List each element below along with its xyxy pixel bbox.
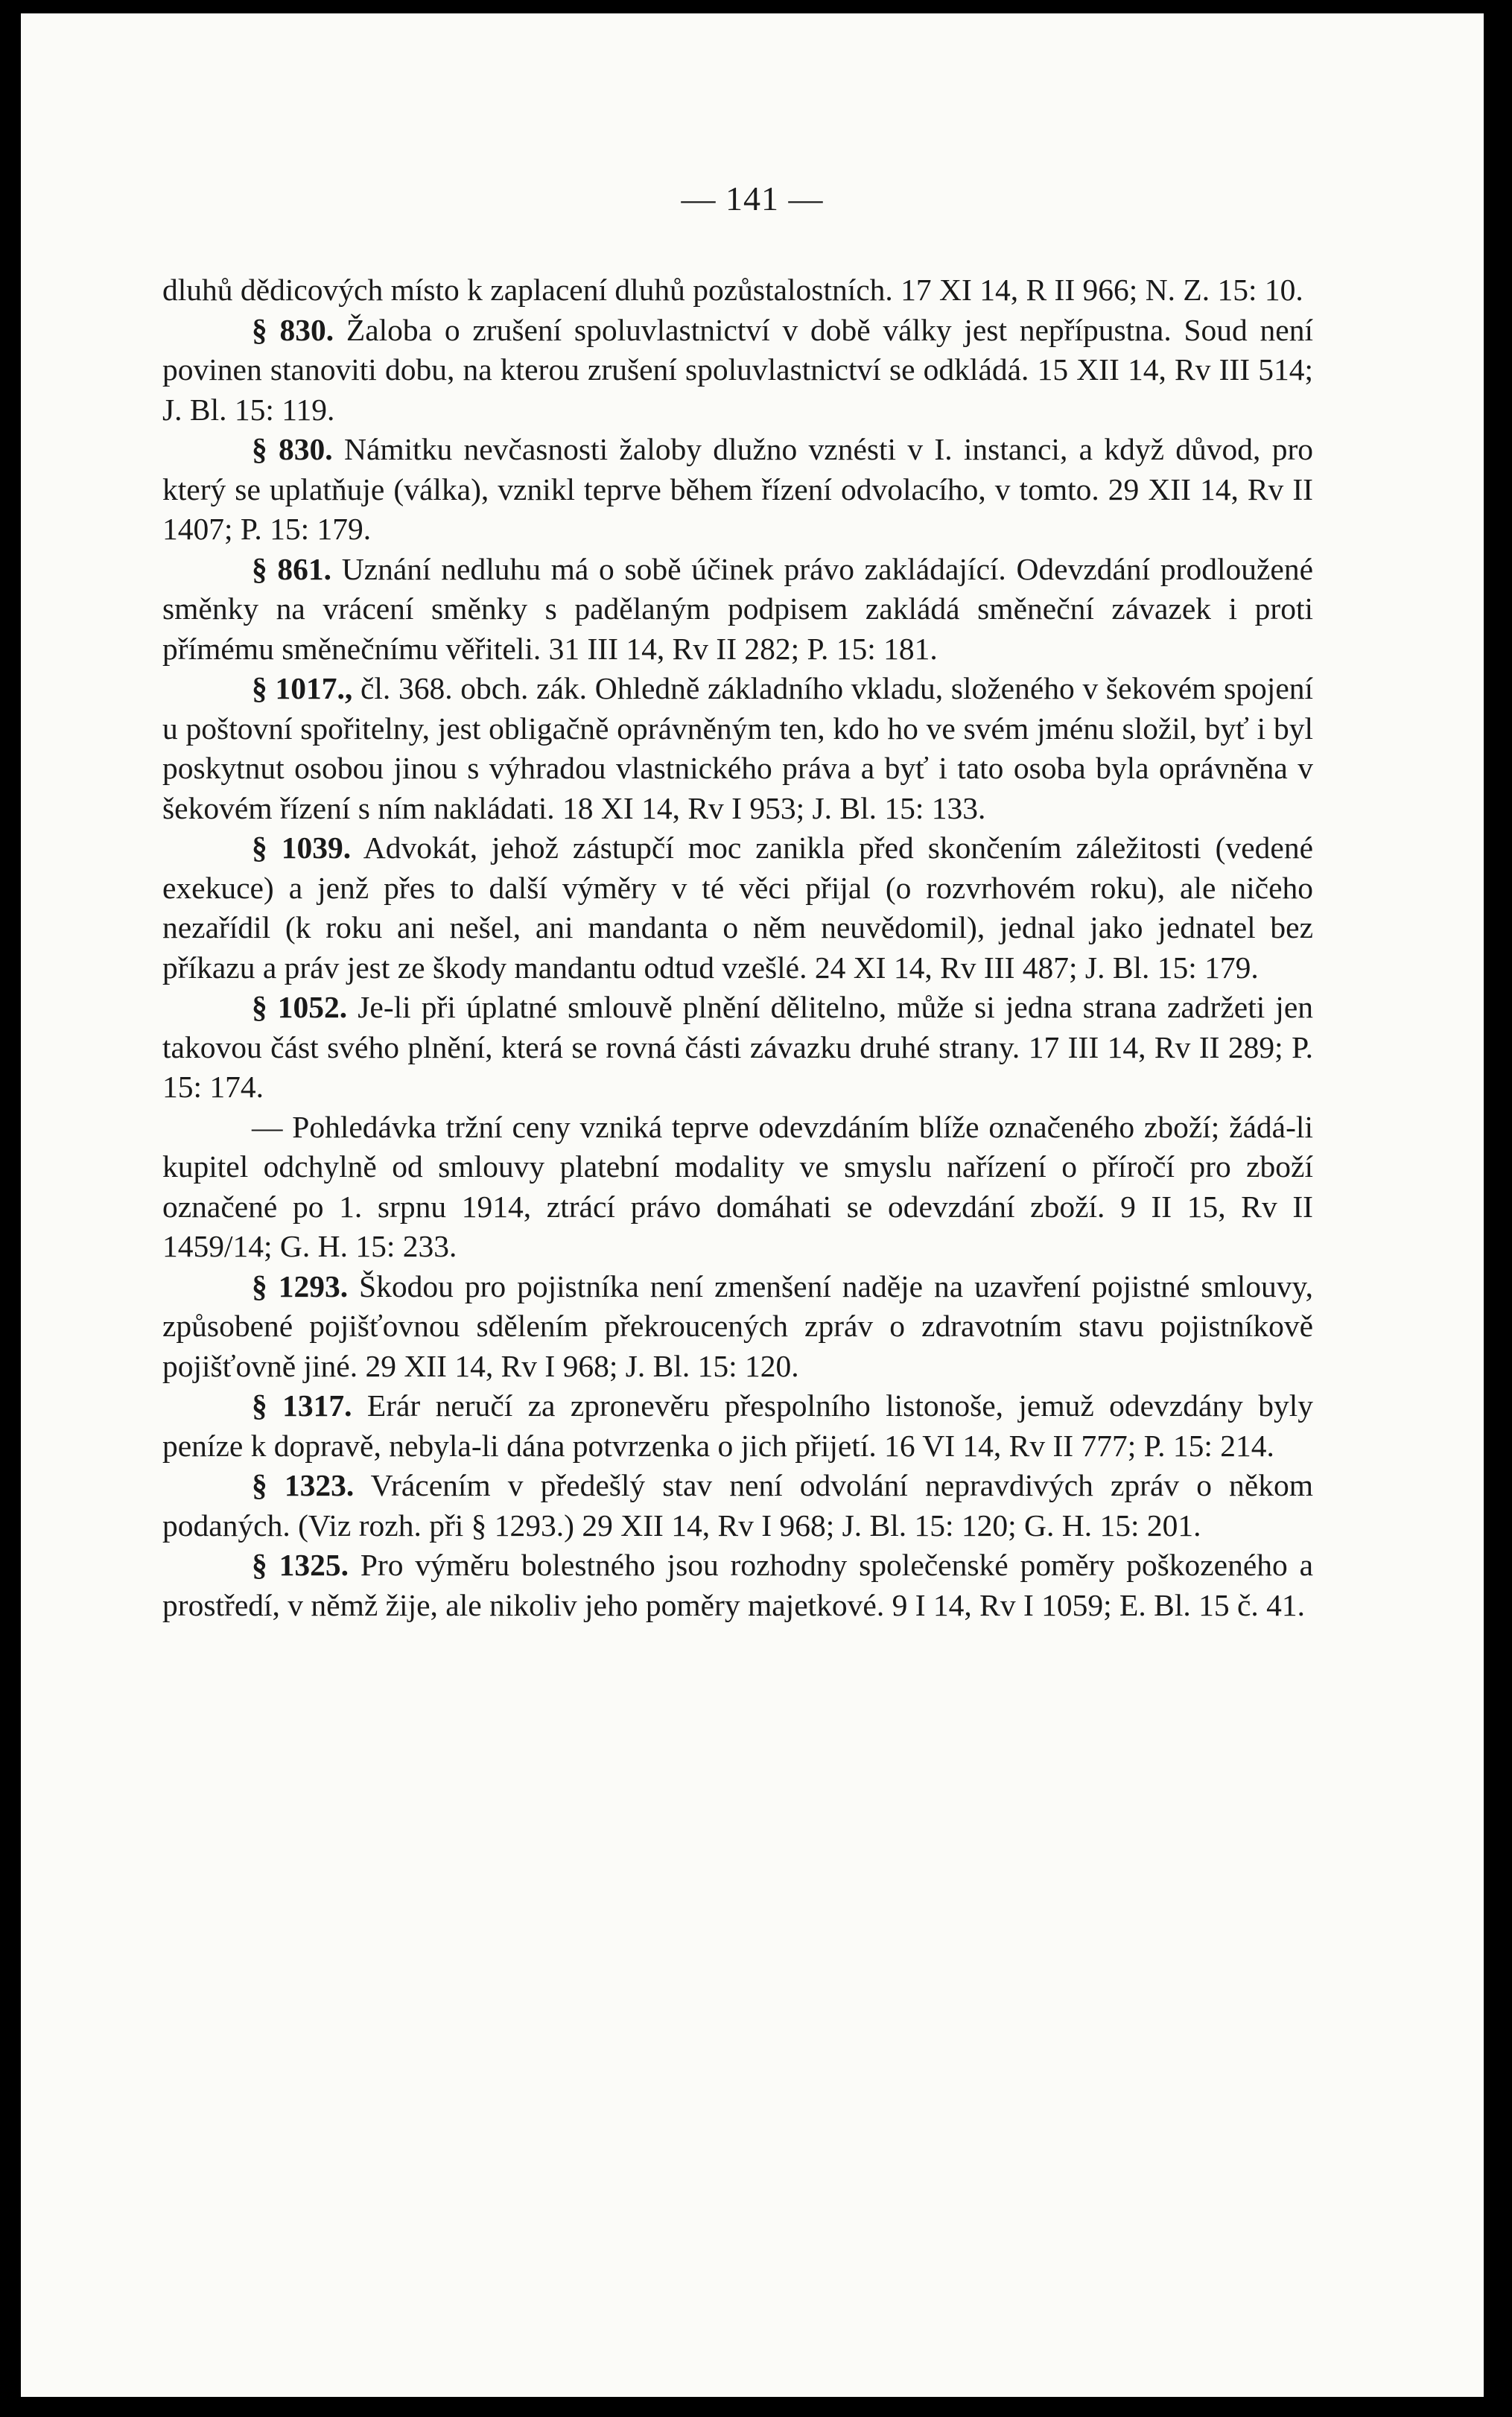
paragraph bbox=[162, 430, 1313, 550]
page-text bbox=[162, 270, 1313, 1625]
paragraph-text: čl. 368. obch. zák. Ohledně základního vkladu, složeného v šekovém spojení u poštovní spořitelny, jest obligačně oprávněným ten, kdo ho ve svém jménu složil, byť i byl poskytnut osobou jinou s výhradou vlastnického práva a byť i tato osoba byla oprávněna v šekovém řízení s ním nakládati. 18 XI 14, Rv I 953; J. Bl. 15: 133. bbox=[162, 671, 1314, 825]
paragraph bbox=[162, 1546, 1313, 1625]
paragraph-text: Je-li při úplatné smlouvě plnění dělitelno, může si jedna strana zadržeti jen takovou část svého plnění, která se rovná části závazku druhé strany. 17 III 14, Rv II 289; P. 15: 174. bbox=[162, 990, 1314, 1104]
paragraph-text: Uznání nedluhu má o sobě účinek právo zakládající. Odevzdání prodloužené směnky na vrácení směnky s padělaným podpisem zakládá směneční závazek i proti přímému směnečnímu věřiteli. 31 III 14, Rv II 282; P. 15: 181. bbox=[162, 551, 1314, 666]
paragraph bbox=[162, 669, 1313, 828]
paragraph bbox=[162, 1386, 1313, 1466]
section-reference: § 1325. bbox=[252, 1548, 349, 1582]
paragraph-text: Advokát, jehož zástupčí moc zanikla před skončením záležitosti (vedené exekuce) a jenž přes to další výměry v té věci přijal (o rozvrhovém roku), ale ničeho nezařídil (k roku ani nešel, ani mandanta o něm neuvědomil), jednal jako jednatel bez příkazu a práv jest ze škody mandantu odtud vzešlé. 24 XI 14, Rv III 487; J. Bl. 15: 179. bbox=[162, 830, 1314, 985]
paragraph-text: — Pohledávka tržní ceny vzniká teprve odevzdáním blíže označeného zboží; žádá-li kupitel odchylně od smlouvy platební modality ve smyslu nařízení o příročí pro zboží označené po 1. srpnu 1914, ztrácí právo domáhati se odevzdání zboží. 9 II 15, Rv II 1459/14; G. H. 15: 233. bbox=[162, 1109, 1313, 1263]
section-reference: § 830. bbox=[252, 432, 333, 466]
paragraph bbox=[162, 1466, 1313, 1546]
paragraph bbox=[162, 311, 1313, 431]
section-reference: § 1323. bbox=[252, 1468, 355, 1502]
page-number: — 141 — bbox=[681, 180, 824, 217]
paragraph bbox=[162, 550, 1313, 670]
paragraph-text: Vrácením v předešlý stav není odvolání nepravdivých zpráv o někom podaných. (Viz rozh. při § 1293.) 29 XII 14, Rv I 968; J. Bl. 15: 120; G. H. 15: 201. bbox=[162, 1468, 1314, 1543]
section-reference: § 1017., bbox=[252, 671, 353, 705]
paragraph-text: Pro výměru bolestného jsou rozhodny společenské poměry poškozeného a prostředí, v němž žije, ale nikoliv jeho poměry majetkové. 9 I 14, Rv I 1059; E. Bl. 15 č. 41. bbox=[162, 1548, 1314, 1622]
paragraph bbox=[162, 1108, 1313, 1267]
paragraph-text: dluhů dědicových místo k zaplacení dluhů pozůstalostních. 17 XI 14, R II 966; N. Z. 15: 10. bbox=[162, 273, 1303, 307]
paragraph-text: Námitku nevčasnosti žaloby dlužno vznésti v I. instanci, a když důvod, pro který se uplatňuje (válka), vznikl teprve během řízení odvolacího, v tomto. 29 XII 14, Rv II 1407; P. 15: 179. bbox=[162, 432, 1314, 546]
section-reference: § 1039. bbox=[252, 830, 352, 865]
section-reference: § 1293. bbox=[252, 1268, 349, 1303]
paragraph-text: Erár neručí za zpronevěru přespolního listonoše, jemuž odevzdány byly peníze k dopravě, nebyla-li dána potvrzenka o jich přijetí. 16 VI 14, Rv II 777; P. 15: 214. bbox=[162, 1388, 1314, 1463]
paragraph bbox=[162, 270, 1313, 311]
paragraph bbox=[162, 828, 1313, 988]
section-reference: § 1317. bbox=[252, 1388, 352, 1423]
section-reference: § 830. bbox=[252, 312, 334, 347]
book-page bbox=[21, 13, 1484, 2397]
paragraph-text: Škodou pro pojistníka není zmenšení naděje na uzavření pojistné smlouvy, způsobené pojišťovnou sdělením překroucených zpráv o zdravotním stavu pojistníkově pojišťovně jiné. 29 XII 14, Rv I 968; J. Bl. 15: 120. bbox=[162, 1268, 1313, 1383]
paragraph-text: Žaloba o zrušení spoluvlastnictví v době války jest nepřípustna. Soud není povinen stanoviti dobu, na kterou zrušení spoluvlastnictví se odkládá. 15 XII 14, Rv III 514; J. Bl. 15: 119. bbox=[162, 312, 1314, 427]
section-reference: § 861. bbox=[252, 551, 332, 586]
section-reference: § 1052. bbox=[252, 990, 348, 1024]
paragraph bbox=[162, 1267, 1313, 1387]
paragraph bbox=[162, 988, 1313, 1108]
